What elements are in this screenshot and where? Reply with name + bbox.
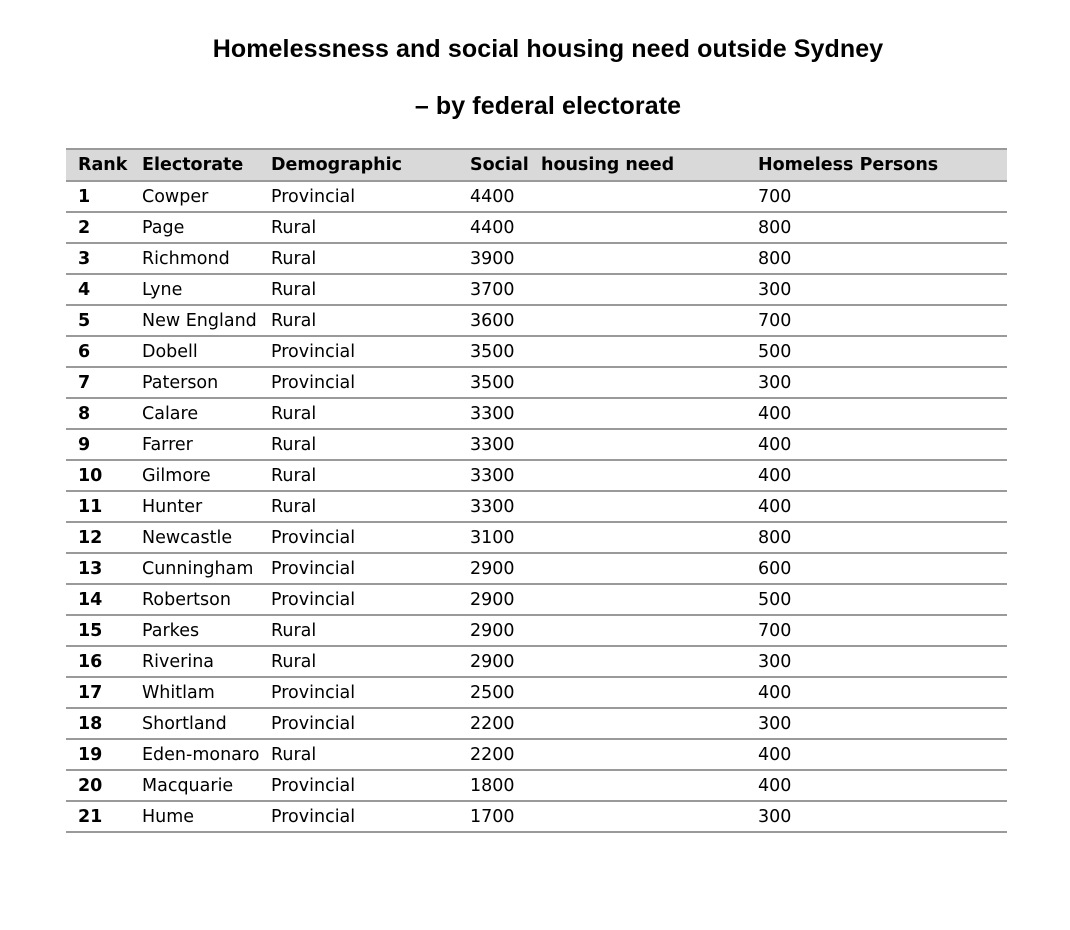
cell-demographic: Provincial [271, 584, 470, 615]
cell-rank: 5 [66, 305, 142, 336]
cell-demographic: Rural [271, 305, 470, 336]
cell-electorate: Farrer [142, 429, 271, 460]
cell-demographic: Rural [271, 212, 470, 243]
cell-homeless-persons: 500 [758, 336, 1007, 367]
table-row [66, 708, 1007, 739]
cell-homeless-persons: 300 [758, 274, 1007, 305]
cell-electorate: Newcastle [142, 522, 271, 553]
cell-demographic: Provincial [271, 770, 470, 801]
cell-electorate: Richmond [142, 243, 271, 274]
table-row [66, 243, 1007, 274]
table-row [66, 305, 1007, 336]
table-row [66, 398, 1007, 429]
cell-homeless-persons: 500 [758, 584, 1007, 615]
cell-electorate: Parkes [142, 615, 271, 646]
cell-homeless-persons: 400 [758, 429, 1007, 460]
cell-demographic: Rural [271, 739, 470, 770]
cell-electorate: Lyne [142, 274, 271, 305]
cell-demographic: Rural [271, 274, 470, 305]
cell-homeless-persons: 700 [758, 615, 1007, 646]
cell-social-housing-need: 3900 [470, 243, 758, 274]
table-row [66, 553, 1007, 584]
document-title: Homelessness and social housing need outside Sydney [212, 35, 884, 63]
cell-homeless-persons: 300 [758, 367, 1007, 398]
cell-social-housing-need: 2900 [470, 615, 758, 646]
cell-rank: 20 [66, 770, 142, 801]
cell-electorate: Cowper [142, 181, 271, 212]
cell-social-housing-need: 2200 [470, 708, 758, 739]
cell-rank: 11 [66, 491, 142, 522]
table-row [66, 770, 1007, 801]
cell-rank: 3 [66, 243, 142, 274]
cell-demographic: Provincial [271, 181, 470, 212]
column-header-social-housing-need: Social housing need [470, 149, 758, 181]
table-row [66, 460, 1007, 491]
table-row [66, 181, 1007, 212]
cell-rank: 14 [66, 584, 142, 615]
cell-homeless-persons: 300 [758, 646, 1007, 677]
cell-social-housing-need: 2900 [470, 646, 758, 677]
cell-rank: 12 [66, 522, 142, 553]
cell-social-housing-need: 3500 [470, 367, 758, 398]
cell-electorate: New England [142, 305, 271, 336]
column-header-demographic: Demographic [271, 149, 470, 181]
cell-social-housing-need: 3300 [470, 398, 758, 429]
cell-rank: 21 [66, 801, 142, 832]
table-body [66, 181, 1007, 832]
cell-electorate: Hume [142, 801, 271, 832]
cell-electorate: Macquarie [142, 770, 271, 801]
cell-social-housing-need: 2900 [470, 553, 758, 584]
cell-electorate: Calare [142, 398, 271, 429]
cell-electorate: Robertson [142, 584, 271, 615]
cell-demographic: Provincial [271, 708, 470, 739]
cell-homeless-persons: 400 [758, 677, 1007, 708]
cell-demographic: Provincial [271, 336, 470, 367]
cell-homeless-persons: 300 [758, 708, 1007, 739]
cell-electorate: Whitlam [142, 677, 271, 708]
cell-demographic: Provincial [271, 522, 470, 553]
cell-rank: 15 [66, 615, 142, 646]
cell-demographic: Provincial [271, 367, 470, 398]
cell-social-housing-need: 3300 [470, 429, 758, 460]
cell-homeless-persons: 800 [758, 522, 1007, 553]
cell-rank: 18 [66, 708, 142, 739]
table-header-row [66, 149, 1007, 181]
table-row [66, 522, 1007, 553]
column-header-rank: Rank [66, 149, 142, 181]
cell-homeless-persons: 300 [758, 801, 1007, 832]
cell-demographic: Rural [271, 491, 470, 522]
cell-rank: 13 [66, 553, 142, 584]
table-row [66, 739, 1007, 770]
cell-demographic: Provincial [271, 553, 470, 584]
cell-demographic: Provincial [271, 801, 470, 832]
cell-social-housing-need: 3300 [470, 460, 758, 491]
table-row [66, 212, 1007, 243]
cell-electorate: Page [142, 212, 271, 243]
cell-rank: 8 [66, 398, 142, 429]
cell-homeless-persons: 400 [758, 398, 1007, 429]
table-row [66, 429, 1007, 460]
table-row [66, 584, 1007, 615]
cell-social-housing-need: 3100 [470, 522, 758, 553]
cell-social-housing-need: 1700 [470, 801, 758, 832]
cell-social-housing-need: 3500 [470, 336, 758, 367]
cell-social-housing-need: 3300 [470, 491, 758, 522]
cell-electorate: Gilmore [142, 460, 271, 491]
cell-rank: 19 [66, 739, 142, 770]
cell-electorate: Paterson [142, 367, 271, 398]
table-row [66, 336, 1007, 367]
cell-electorate: Riverina [142, 646, 271, 677]
cell-demographic: Provincial [271, 677, 470, 708]
cell-rank: 7 [66, 367, 142, 398]
cell-rank: 6 [66, 336, 142, 367]
table-row [66, 274, 1007, 305]
cell-demographic: Rural [271, 398, 470, 429]
cell-rank: 9 [66, 429, 142, 460]
cell-homeless-persons: 400 [758, 491, 1007, 522]
cell-homeless-persons: 600 [758, 553, 1007, 584]
cell-homeless-persons: 700 [758, 181, 1007, 212]
cell-homeless-persons: 800 [758, 243, 1007, 274]
cell-rank: 16 [66, 646, 142, 677]
table-row [66, 646, 1007, 677]
document-subtitle: – by federal electorate [414, 92, 682, 120]
cell-social-housing-need: 3700 [470, 274, 758, 305]
cell-electorate: Hunter [142, 491, 271, 522]
cell-social-housing-need: 2900 [470, 584, 758, 615]
cell-demographic: Rural [271, 646, 470, 677]
cell-electorate: Shortland [142, 708, 271, 739]
table-row [66, 801, 1007, 832]
cell-electorate: Cunningham [142, 553, 271, 584]
cell-homeless-persons: 400 [758, 770, 1007, 801]
cell-electorate: Eden-monaro [142, 739, 271, 770]
column-header-electorate: Electorate [142, 149, 271, 181]
table-row [66, 615, 1007, 646]
cell-social-housing-need: 3600 [470, 305, 758, 336]
cell-rank: 4 [66, 274, 142, 305]
electorate-table [66, 148, 1007, 833]
cell-social-housing-need: 4400 [470, 212, 758, 243]
table-row [66, 367, 1007, 398]
cell-homeless-persons: 700 [758, 305, 1007, 336]
cell-demographic: Rural [271, 243, 470, 274]
cell-homeless-persons: 400 [758, 460, 1007, 491]
cell-social-housing-need: 4400 [470, 181, 758, 212]
cell-rank: 1 [66, 181, 142, 212]
table-row [66, 491, 1007, 522]
cell-demographic: Rural [271, 615, 470, 646]
cell-social-housing-need: 1800 [470, 770, 758, 801]
cell-electorate: Dobell [142, 336, 271, 367]
cell-homeless-persons: 800 [758, 212, 1007, 243]
cell-homeless-persons: 400 [758, 739, 1007, 770]
cell-social-housing-need: 2500 [470, 677, 758, 708]
cell-rank: 2 [66, 212, 142, 243]
cell-social-housing-need: 2200 [470, 739, 758, 770]
cell-rank: 17 [66, 677, 142, 708]
table-row [66, 677, 1007, 708]
cell-demographic: Rural [271, 429, 470, 460]
column-header-homeless-persons: Homeless Persons [758, 149, 1007, 181]
cell-demographic: Rural [271, 460, 470, 491]
cell-rank: 10 [66, 460, 142, 491]
